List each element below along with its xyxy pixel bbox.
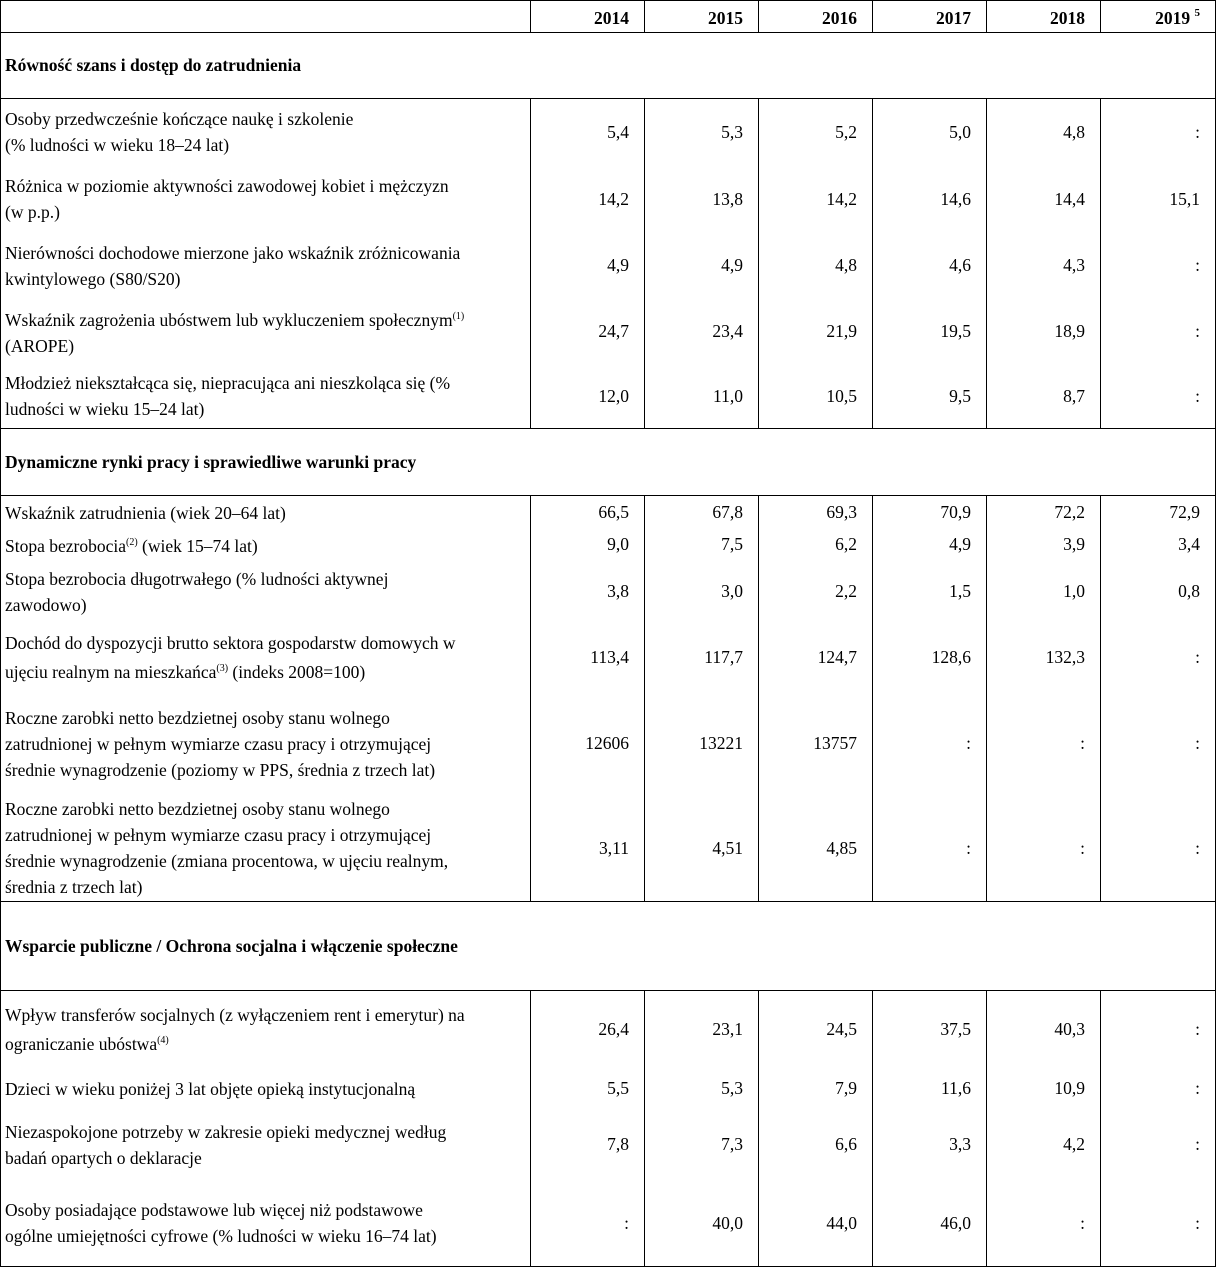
year-header: 2016 [759, 1, 873, 33]
value-cell: 12,0 [531, 365, 645, 429]
value-cell: 37,5 [873, 991, 987, 1069]
value-cell: : [1101, 99, 1216, 166]
row-label: Niezaspokojone potrzeby w zakresie opieki medycznej według badań opartych o deklaracje [1, 1109, 531, 1181]
value-cell: 7,5 [645, 530, 759, 560]
value-cell: 7,9 [759, 1069, 873, 1109]
year-header: 2017 [873, 1, 987, 33]
value-cell: : [1101, 233, 1216, 299]
value-cell: 9,0 [531, 530, 645, 560]
section-title: Równość szans i dostęp do zatrudnienia [1, 33, 1216, 99]
row-label: Różnica w poziomie aktywności zawodowej kobiet i mężczyzn (w p.p.) [1, 166, 531, 233]
table-row [1, 299, 1216, 365]
section-header [1, 33, 1216, 99]
year-header: 2018 [987, 1, 1101, 33]
value-cell: 1,0 [987, 560, 1101, 624]
value-cell: : [1101, 365, 1216, 429]
value-cell: : [1101, 1069, 1216, 1109]
value-cell: 13757 [759, 692, 873, 796]
value-cell: 3,9 [987, 530, 1101, 560]
value-cell: 10,5 [759, 365, 873, 429]
value-cell: 19,5 [873, 299, 987, 365]
value-cell: : [987, 692, 1101, 796]
table-row [1, 560, 1216, 624]
year-header: 2015 [645, 1, 759, 33]
header-label-cell [1, 1, 531, 33]
value-cell: 124,7 [759, 624, 873, 692]
value-cell: 3,4 [1101, 530, 1216, 560]
value-cell: 5,3 [645, 99, 759, 166]
value-cell: 5,5 [531, 1069, 645, 1109]
value-cell: 5,4 [531, 99, 645, 166]
value-cell: 3,3 [873, 1109, 987, 1181]
value-cell: 4,2 [987, 1109, 1101, 1181]
value-cell: 11,0 [645, 365, 759, 429]
value-cell: 11,6 [873, 1069, 987, 1109]
value-cell: : [873, 692, 987, 796]
value-cell: 5,2 [759, 99, 873, 166]
section-title: Wsparcie publiczne / Ochrona socjalna i włączenie społeczne [1, 902, 1216, 991]
value-cell: 26,4 [531, 991, 645, 1069]
value-cell: 72,9 [1101, 496, 1216, 530]
value-cell: : [987, 796, 1101, 902]
value-cell: : [531, 1181, 645, 1267]
footnote-marker: (2) [126, 537, 138, 548]
row-label: Dochód do dyspozycji brutto sektora gospodarstw domowych w ujęciu realnym na mieszkańca$^{(3)}$ (indeks 2008=100) [1, 624, 531, 692]
table-row [1, 233, 1216, 299]
table-row [1, 530, 1216, 560]
value-cell: 24,7 [531, 299, 645, 365]
value-cell: 66,5 [531, 496, 645, 530]
header-row [1, 1, 1216, 33]
footnote-marker: (1) [452, 311, 465, 322]
value-cell: 132,3 [987, 624, 1101, 692]
value-cell: 14,2 [531, 166, 645, 233]
value-cell: 69,3 [759, 496, 873, 530]
value-cell: 7,8 [531, 1109, 645, 1181]
value-cell: 3,8 [531, 560, 645, 624]
footnote-marker: 5 [1194, 7, 1200, 19]
value-cell: 1,5 [873, 560, 987, 624]
value-cell: 6,6 [759, 1109, 873, 1181]
row-label: Wpływ transferów socjalnych (z wyłączeniem rent i emerytur) na ograniczanie ubóstwa$^{(4)}$ [1, 991, 531, 1069]
value-cell: : [1101, 1109, 1216, 1181]
table-row [1, 991, 1216, 1069]
value-cell: 128,6 [873, 624, 987, 692]
value-cell: 67,8 [645, 496, 759, 530]
row-label: Osoby przedwcześnie kończące naukę i szkolenie (% ludności w wieku 18–24 lat) [1, 99, 531, 166]
value-cell: 9,5 [873, 365, 987, 429]
value-cell: 70,9 [873, 496, 987, 530]
value-cell: 18,9 [987, 299, 1101, 365]
row-label: Osoby posiadające podstawowe lub więcej niż podstawowe ogólne umiejętności cyfrowe (% ludności w wieku 16–74 lat) [1, 1181, 531, 1267]
table-row [1, 1109, 1216, 1181]
table-row [1, 496, 1216, 530]
value-cell: 24,5 [759, 991, 873, 1069]
value-cell: 4,9 [645, 233, 759, 299]
table-row [1, 796, 1216, 902]
value-cell: 4,8 [759, 233, 873, 299]
row-label: Dzieci w wieku poniżej 3 lat objęte opieką instytucjonalną [1, 1069, 531, 1109]
table-row [1, 692, 1216, 796]
value-cell: 14,2 [759, 166, 873, 233]
value-cell: 23,4 [645, 299, 759, 365]
value-cell: 4,3 [987, 233, 1101, 299]
section-header [1, 429, 1216, 496]
value-cell: 4,8 [987, 99, 1101, 166]
year-header-last [1101, 1, 1216, 33]
table-row [1, 1181, 1216, 1267]
value-cell: : [1101, 299, 1216, 365]
value-cell: 4,51 [645, 796, 759, 902]
value-cell: 72,2 [987, 496, 1101, 530]
table-row [1, 99, 1216, 166]
value-cell: 3,0 [645, 560, 759, 624]
year-header: 2014 [531, 1, 645, 33]
row-label: Stopa bezrobocia długotrwałego (% ludności aktywnej zawodowo) [1, 560, 531, 624]
value-cell: 5,3 [645, 1069, 759, 1109]
value-cell: 40,0 [645, 1181, 759, 1267]
value-cell: 14,6 [873, 166, 987, 233]
value-cell: 5,0 [873, 99, 987, 166]
section-header [1, 902, 1216, 991]
value-cell: 3,11 [531, 796, 645, 902]
value-cell: 7,3 [645, 1109, 759, 1181]
value-cell: 4,85 [759, 796, 873, 902]
value-cell: : [1101, 624, 1216, 692]
value-cell: : [1101, 692, 1216, 796]
value-cell: 13,8 [645, 166, 759, 233]
value-cell: 15,1 [1101, 166, 1216, 233]
value-cell: 10,9 [987, 1069, 1101, 1109]
value-cell: 12606 [531, 692, 645, 796]
footnote-marker: (3) [216, 663, 229, 674]
value-cell: 0,8 [1101, 560, 1216, 624]
row-label: Roczne zarobki netto bezdzietnej osoby stanu wolnego zatrudnionej w pełnym wymiarze czasu pracy i otrzymującej średnie wynagrodzenie (poziomy w PPS, średnia z trzech lat) [1, 692, 531, 796]
value-cell: 21,9 [759, 299, 873, 365]
value-cell: 4,6 [873, 233, 987, 299]
value-cell: 8,7 [987, 365, 1101, 429]
section-title: Dynamiczne rynki pracy i sprawiedliwe warunki pracy [1, 429, 1216, 496]
value-cell: 4,9 [873, 530, 987, 560]
table-row [1, 365, 1216, 429]
value-cell: : [873, 796, 987, 902]
row-label: Młodzież niekształcąca się, niepracująca ani nieszkoląca się (% ludności w wieku 15–24 lat) [1, 365, 531, 429]
value-cell: 46,0 [873, 1181, 987, 1267]
row-label: Wskaźnik zatrudnienia (wiek 20–64 lat) [1, 496, 531, 530]
value-cell: 117,7 [645, 624, 759, 692]
value-cell: : [1101, 796, 1216, 902]
row-label: Wskaźnik zagrożenia ubóstwem lub wykluczeniem społecznym$^{(1)}$ (AROPE) [1, 299, 531, 365]
value-cell: 44,0 [759, 1181, 873, 1267]
value-cell: 23,1 [645, 991, 759, 1069]
row-label: Stopa bezrobocia$^{(2)}$ (wiek 15–74 lat) [1, 530, 531, 560]
value-cell: 40,3 [987, 991, 1101, 1069]
value-cell: 113,4 [531, 624, 645, 692]
value-cell: 4,9 [531, 233, 645, 299]
value-cell: : [987, 1181, 1101, 1267]
value-cell: 14,4 [987, 166, 1101, 233]
footnote-marker: (4) [157, 1035, 169, 1047]
value-cell: 2,2 [759, 560, 873, 624]
value-cell: : [1101, 991, 1216, 1069]
value-cell: : [1101, 1181, 1216, 1267]
year-label: 2019 [1155, 8, 1191, 28]
table-row [1, 624, 1216, 692]
value-cell: 13221 [645, 692, 759, 796]
table-row [1, 166, 1216, 233]
value-cell: 6,2 [759, 530, 873, 560]
table-row [1, 1069, 1216, 1109]
row-label: Roczne zarobki netto bezdzietnej osoby stanu wolnego zatrudnionej w pełnym wymiarze czasu pracy i otrzymującej średnie wynagrodzenie (zmiana procentowa, w ujęciu realnym, średnia z trzech lat) [1, 796, 531, 902]
row-label: Nierówności dochodowe mierzone jako wskaźnik zróżnicowania kwintylowego (S80/S20) [1, 233, 531, 299]
